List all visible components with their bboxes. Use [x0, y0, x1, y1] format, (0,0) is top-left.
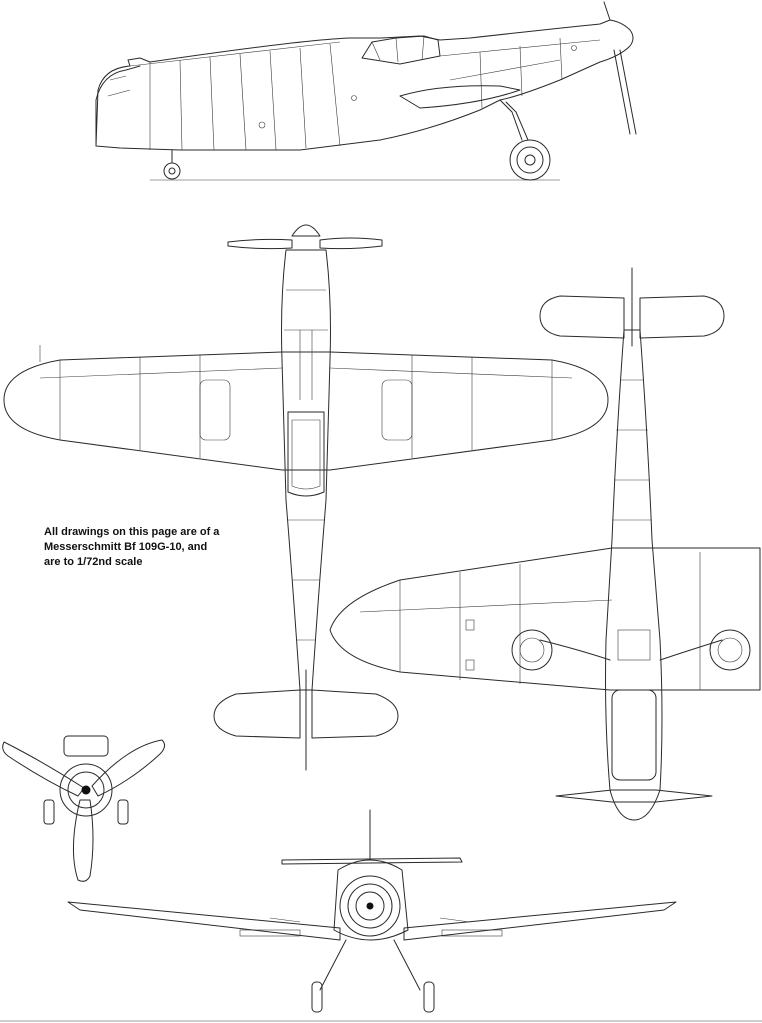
front-view-large: [68, 810, 676, 1012]
bottom-view: [330, 268, 760, 820]
side-view: [96, 2, 636, 180]
top-view: [4, 225, 608, 770]
caption-line-2: Messerschmitt Bf 109G-10, and: [44, 541, 208, 553]
caption-line-1: All drawings on this page are of a: [44, 526, 220, 538]
front-view-small: [3, 736, 165, 881]
caption: [44, 525, 244, 570]
caption-line-3: are to 1/72nd scale: [44, 556, 143, 568]
